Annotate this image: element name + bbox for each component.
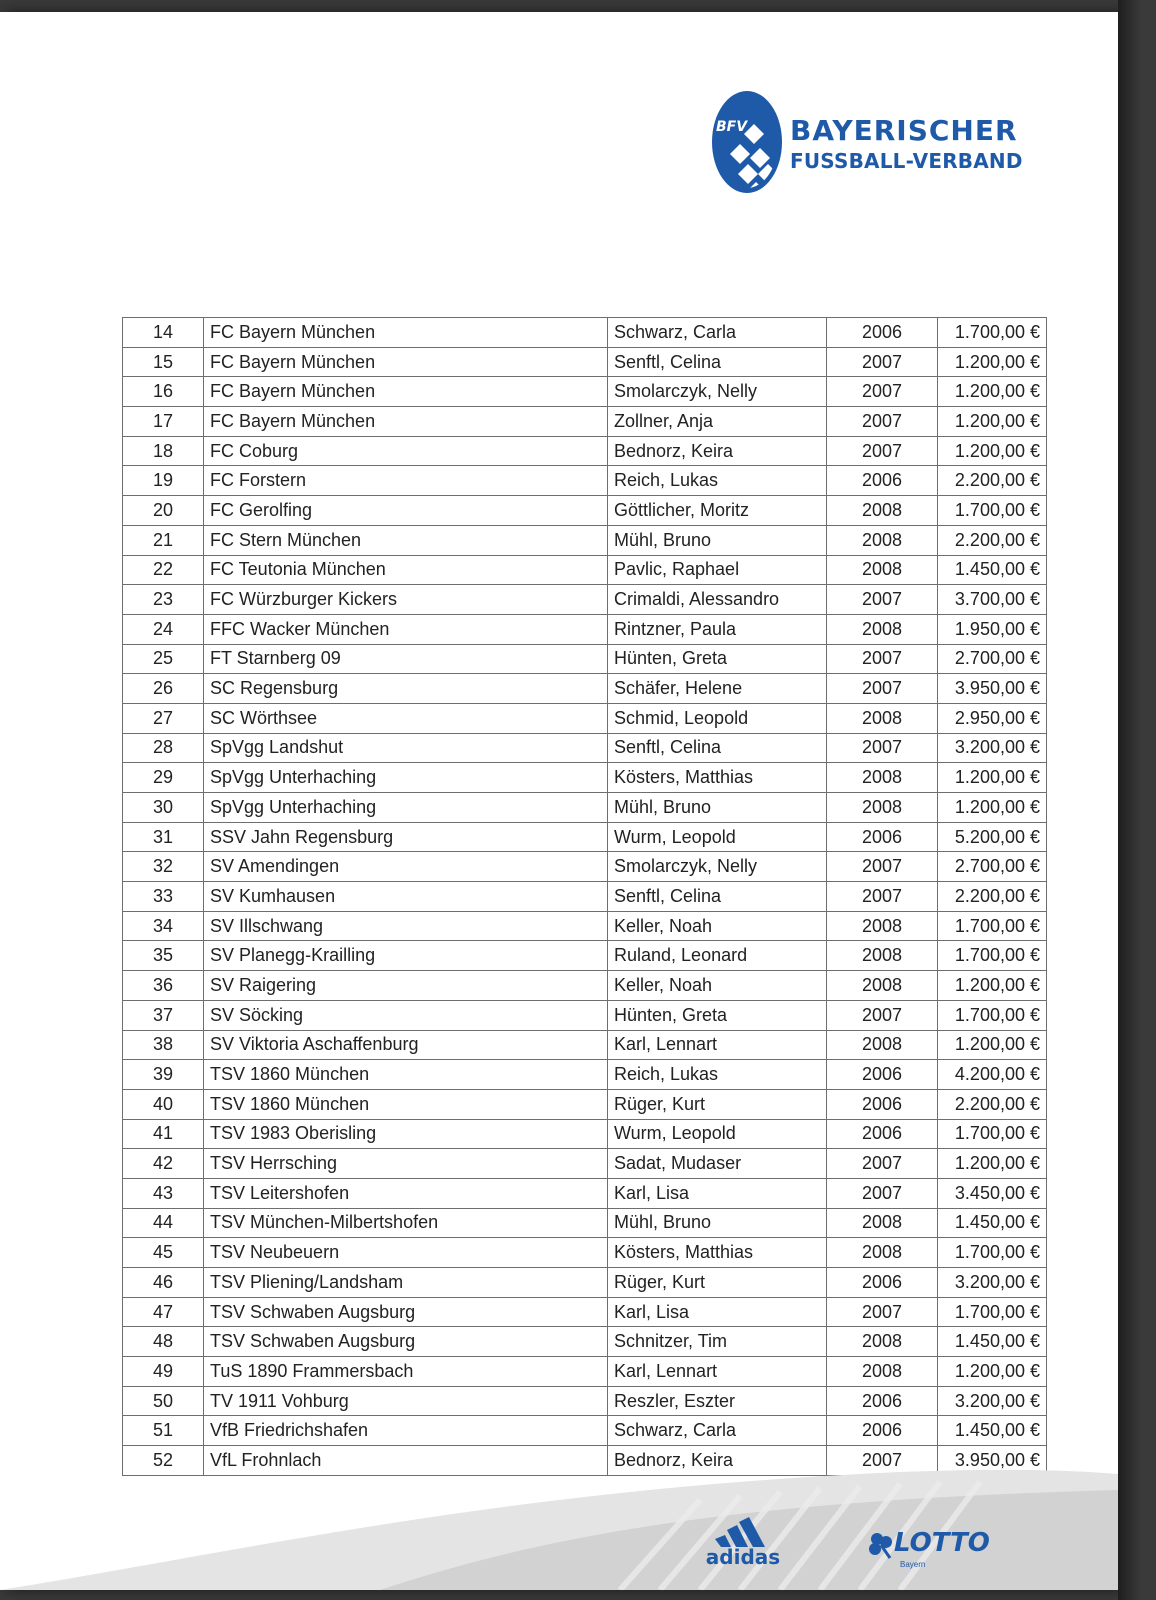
- amount-cell: 1.450,00 €: [938, 1327, 1047, 1357]
- club-name-cell: SV Kumhausen: [204, 882, 608, 912]
- club-name-cell: SV Raigering: [204, 971, 608, 1001]
- table-row: [123, 1149, 1047, 1179]
- club-name-cell: FC Stern München: [204, 525, 608, 555]
- bfv-emblem-text: BFV: [716, 119, 748, 135]
- birth-year-cell: 2007: [827, 1000, 938, 1030]
- club-name-cell: SV Viktoria Aschaffenburg: [204, 1030, 608, 1060]
- player-name-cell: Senftl, Celina: [608, 347, 827, 377]
- amount-cell: 3.450,00 €: [938, 1178, 1047, 1208]
- club-name-cell: TSV Neubeuern: [204, 1238, 608, 1268]
- player-name-cell: Zollner, Anja: [608, 407, 827, 437]
- table-row: [123, 1327, 1047, 1357]
- row-number-cell: 37: [123, 1000, 204, 1030]
- birth-year-cell: 2008: [827, 971, 938, 1001]
- table-row: [123, 347, 1047, 377]
- amount-cell: 1.700,00 €: [938, 1238, 1047, 1268]
- amount-cell: 2.700,00 €: [938, 644, 1047, 674]
- birth-year-cell: 2007: [827, 436, 938, 466]
- birth-year-cell: 2007: [827, 1446, 938, 1476]
- amount-cell: 1.950,00 €: [938, 614, 1047, 644]
- player-name-cell: Sadat, Mudaser: [608, 1149, 827, 1179]
- club-name-cell: FFC Wacker München: [204, 614, 608, 644]
- club-name-cell: SpVgg Unterhaching: [204, 763, 608, 793]
- amount-cell: 2.200,00 €: [938, 525, 1047, 555]
- table-row: [123, 1357, 1047, 1387]
- row-number-cell: 44: [123, 1208, 204, 1238]
- birth-year-cell: 2006: [827, 822, 938, 852]
- amount-cell: 1.200,00 €: [938, 763, 1047, 793]
- row-number-cell: 21: [123, 525, 204, 555]
- bfv-emblem-icon: [710, 86, 784, 198]
- club-name-cell: TSV 1983 Oberisling: [204, 1119, 608, 1149]
- player-name-cell: Mühl, Bruno: [608, 525, 827, 555]
- player-name-cell: Smolarczyk, Nelly: [608, 852, 827, 882]
- club-name-cell: TSV Pliening/Landsham: [204, 1268, 608, 1298]
- club-name-cell: SV Illschwang: [204, 911, 608, 941]
- amount-cell: 1.200,00 €: [938, 436, 1047, 466]
- row-number-cell: 40: [123, 1089, 204, 1119]
- player-name-cell: Rintzner, Paula: [608, 614, 827, 644]
- club-name-cell: SC Regensburg: [204, 674, 608, 704]
- table-row: [123, 1178, 1047, 1208]
- club-name-cell: VfB Friedrichshafen: [204, 1416, 608, 1446]
- amount-cell: 3.200,00 €: [938, 1268, 1047, 1298]
- player-name-cell: Kösters, Matthias: [608, 1238, 827, 1268]
- club-name-cell: VfL Frohnlach: [204, 1446, 608, 1476]
- row-number-cell: 35: [123, 941, 204, 971]
- club-name-cell: TSV Herrsching: [204, 1149, 608, 1179]
- document-page: [0, 12, 1118, 1590]
- row-number-cell: 36: [123, 971, 204, 1001]
- sponsor-lotto-text: LOTTO: [894, 1528, 990, 1558]
- row-number-cell: 15: [123, 347, 204, 377]
- amount-cell: 1.450,00 €: [938, 1208, 1047, 1238]
- table-row: [123, 1268, 1047, 1298]
- club-name-cell: FC Coburg: [204, 436, 608, 466]
- club-name-cell: FC Bayern München: [204, 347, 608, 377]
- player-name-cell: Schwarz, Carla: [608, 1416, 827, 1446]
- row-number-cell: 16: [123, 377, 204, 407]
- club-name-cell: TV 1911 Vohburg: [204, 1386, 608, 1416]
- birth-year-cell: 2007: [827, 674, 938, 704]
- page-shadow: [1118, 0, 1156, 1600]
- player-name-cell: Kösters, Matthias: [608, 763, 827, 793]
- table-row: [123, 1386, 1047, 1416]
- birth-year-cell: 2008: [827, 1030, 938, 1060]
- lotto-logo: [866, 1528, 990, 1572]
- birth-year-cell: 2008: [827, 1327, 938, 1357]
- club-name-cell: TuS 1890 Frammersbach: [204, 1357, 608, 1387]
- amount-cell: 1.200,00 €: [938, 793, 1047, 823]
- club-name-cell: SpVgg Unterhaching: [204, 793, 608, 823]
- birth-year-cell: 2008: [827, 793, 938, 823]
- amount-cell: 3.950,00 €: [938, 1446, 1047, 1476]
- table-row: [123, 763, 1047, 793]
- player-name-cell: Karl, Lennart: [608, 1030, 827, 1060]
- club-name-cell: FC Bayern München: [204, 377, 608, 407]
- row-number-cell: 18: [123, 436, 204, 466]
- birth-year-cell: 2008: [827, 703, 938, 733]
- amount-cell: 1.450,00 €: [938, 1416, 1047, 1446]
- player-name-cell: Wurm, Leopold: [608, 822, 827, 852]
- table-row: [123, 882, 1047, 912]
- table-row: [123, 1089, 1047, 1119]
- row-number-cell: 32: [123, 852, 204, 882]
- row-number-cell: 26: [123, 674, 204, 704]
- table-row: [123, 1119, 1047, 1149]
- player-name-cell: Göttlicher, Moritz: [608, 496, 827, 526]
- sponsor-lotto-subtext: Bayern: [900, 1560, 926, 1569]
- player-name-cell: Reszler, Eszter: [608, 1386, 827, 1416]
- logo-line-2: FUSSBALL-VERBAND: [790, 149, 1023, 173]
- club-name-cell: SV Söcking: [204, 1000, 608, 1030]
- amount-cell: 1.200,00 €: [938, 407, 1047, 437]
- table-row: [123, 555, 1047, 585]
- amount-cell: 1.450,00 €: [938, 555, 1047, 585]
- club-name-cell: SV Amendingen: [204, 852, 608, 882]
- club-name-cell: SSV Jahn Regensburg: [204, 822, 608, 852]
- birth-year-cell: 2006: [827, 1119, 938, 1149]
- row-number-cell: 45: [123, 1238, 204, 1268]
- club-name-cell: FC Teutonia München: [204, 555, 608, 585]
- amount-cell: 5.200,00 €: [938, 822, 1047, 852]
- player-name-cell: Rüger, Kurt: [608, 1089, 827, 1119]
- table-row: [123, 1000, 1047, 1030]
- birth-year-cell: 2008: [827, 1208, 938, 1238]
- amount-cell: 1.200,00 €: [938, 1149, 1047, 1179]
- amount-cell: 1.700,00 €: [938, 318, 1047, 348]
- club-name-cell: TSV 1860 München: [204, 1089, 608, 1119]
- player-name-cell: Schnitzer, Tim: [608, 1327, 827, 1357]
- row-number-cell: 25: [123, 644, 204, 674]
- table-row: [123, 941, 1047, 971]
- table-row: [123, 466, 1047, 496]
- table-row: [123, 436, 1047, 466]
- amount-cell: 1.700,00 €: [938, 941, 1047, 971]
- adidas-stripes-icon: [703, 1517, 783, 1547]
- club-name-cell: TSV Leitershofen: [204, 1178, 608, 1208]
- table-row: [123, 971, 1047, 1001]
- table-row: [123, 1060, 1047, 1090]
- player-name-cell: Reich, Lukas: [608, 1060, 827, 1090]
- amount-cell: 1.200,00 €: [938, 347, 1047, 377]
- row-number-cell: 38: [123, 1030, 204, 1060]
- table-row: [123, 674, 1047, 704]
- club-name-cell: FC Bayern München: [204, 318, 608, 348]
- player-name-cell: Schwarz, Carla: [608, 318, 827, 348]
- player-name-cell: Hünten, Greta: [608, 644, 827, 674]
- amount-cell: 4.200,00 €: [938, 1060, 1047, 1090]
- table-row: [123, 585, 1047, 615]
- row-number-cell: 17: [123, 407, 204, 437]
- club-name-cell: TSV Schwaben Augsburg: [204, 1297, 608, 1327]
- amount-cell: 2.200,00 €: [938, 882, 1047, 912]
- amount-cell: 3.700,00 €: [938, 585, 1047, 615]
- birth-year-cell: 2006: [827, 1268, 938, 1298]
- club-name-cell: FC Gerolfing: [204, 496, 608, 526]
- player-name-cell: Pavlic, Raphael: [608, 555, 827, 585]
- birth-year-cell: 2008: [827, 614, 938, 644]
- roster-table-body: [123, 318, 1047, 1476]
- player-name-cell: Karl, Lisa: [608, 1297, 827, 1327]
- player-name-cell: Schäfer, Helene: [608, 674, 827, 704]
- club-name-cell: TSV Schwaben Augsburg: [204, 1327, 608, 1357]
- birth-year-cell: 2007: [827, 585, 938, 615]
- row-number-cell: 39: [123, 1060, 204, 1090]
- row-number-cell: 23: [123, 585, 204, 615]
- table-row: [123, 1416, 1047, 1446]
- row-number-cell: 42: [123, 1149, 204, 1179]
- club-name-cell: FC Bayern München: [204, 407, 608, 437]
- table-row: [123, 733, 1047, 763]
- table-row: [123, 525, 1047, 555]
- amount-cell: 1.200,00 €: [938, 377, 1047, 407]
- birth-year-cell: 2008: [827, 1357, 938, 1387]
- amount-cell: 1.700,00 €: [938, 911, 1047, 941]
- player-name-cell: Keller, Noah: [608, 911, 827, 941]
- player-name-cell: Keller, Noah: [608, 971, 827, 1001]
- row-number-cell: 46: [123, 1268, 204, 1298]
- club-name-cell: FT Starnberg 09: [204, 644, 608, 674]
- birth-year-cell: 2007: [827, 852, 938, 882]
- birth-year-cell: 2007: [827, 644, 938, 674]
- row-number-cell: 24: [123, 614, 204, 644]
- bfv-logo: [710, 86, 1050, 198]
- row-number-cell: 27: [123, 703, 204, 733]
- player-name-cell: Karl, Lisa: [608, 1178, 827, 1208]
- player-name-cell: Smolarczyk, Nelly: [608, 377, 827, 407]
- player-name-cell: Mühl, Bruno: [608, 793, 827, 823]
- amount-cell: 1.700,00 €: [938, 1000, 1047, 1030]
- player-name-cell: Mühl, Bruno: [608, 1208, 827, 1238]
- amount-cell: 2.200,00 €: [938, 466, 1047, 496]
- birth-year-cell: 2007: [827, 733, 938, 763]
- birth-year-cell: 2007: [827, 1297, 938, 1327]
- row-number-cell: 29: [123, 763, 204, 793]
- sponsor-adidas-text: adidas: [705, 1545, 781, 1569]
- birth-year-cell: 2007: [827, 882, 938, 912]
- birth-year-cell: 2006: [827, 1089, 938, 1119]
- amount-cell: 3.200,00 €: [938, 1386, 1047, 1416]
- clover-icon: [866, 1530, 896, 1560]
- table-row: [123, 822, 1047, 852]
- row-number-cell: 28: [123, 733, 204, 763]
- table-row: [123, 1208, 1047, 1238]
- birth-year-cell: 2006: [827, 1386, 938, 1416]
- amount-cell: 1.700,00 €: [938, 1119, 1047, 1149]
- table-row: [123, 496, 1047, 526]
- birth-year-cell: 2006: [827, 466, 938, 496]
- amount-cell: 2.200,00 €: [938, 1089, 1047, 1119]
- table-row: [123, 1238, 1047, 1268]
- player-name-cell: Bednorz, Keira: [608, 436, 827, 466]
- table-row: [123, 644, 1047, 674]
- table-row: [123, 318, 1047, 348]
- player-name-cell: Senftl, Celina: [608, 882, 827, 912]
- birth-year-cell: 2008: [827, 496, 938, 526]
- logo-line-1: BAYERISCHER: [790, 114, 1018, 147]
- player-name-cell: Hünten, Greta: [608, 1000, 827, 1030]
- birth-year-cell: 2008: [827, 911, 938, 941]
- club-name-cell: FC Würzburger Kickers: [204, 585, 608, 615]
- club-name-cell: SV Planegg-Krailling: [204, 941, 608, 971]
- player-name-cell: Senftl, Celina: [608, 733, 827, 763]
- row-number-cell: 30: [123, 793, 204, 823]
- table-row: [123, 793, 1047, 823]
- row-number-cell: 50: [123, 1386, 204, 1416]
- amount-cell: 1.700,00 €: [938, 1297, 1047, 1327]
- player-name-cell: Bednorz, Keira: [608, 1446, 827, 1476]
- birth-year-cell: 2006: [827, 1060, 938, 1090]
- club-name-cell: FC Forstern: [204, 466, 608, 496]
- table-row: [123, 377, 1047, 407]
- row-number-cell: 49: [123, 1357, 204, 1387]
- row-number-cell: 52: [123, 1446, 204, 1476]
- birth-year-cell: 2008: [827, 525, 938, 555]
- player-name-cell: Rüger, Kurt: [608, 1268, 827, 1298]
- player-name-cell: Karl, Lennart: [608, 1357, 827, 1387]
- amount-cell: 2.950,00 €: [938, 703, 1047, 733]
- row-number-cell: 22: [123, 555, 204, 585]
- birth-year-cell: 2008: [827, 941, 938, 971]
- table-row: [123, 407, 1047, 437]
- amount-cell: 3.200,00 €: [938, 733, 1047, 763]
- birth-year-cell: 2006: [827, 1416, 938, 1446]
- row-number-cell: 43: [123, 1178, 204, 1208]
- club-name-cell: SC Wörthsee: [204, 703, 608, 733]
- birth-year-cell: 2007: [827, 377, 938, 407]
- amount-cell: 1.200,00 €: [938, 971, 1047, 1001]
- row-number-cell: 41: [123, 1119, 204, 1149]
- amount-cell: 2.700,00 €: [938, 852, 1047, 882]
- birth-year-cell: 2008: [827, 763, 938, 793]
- player-name-cell: Ruland, Leonard: [608, 941, 827, 971]
- player-name-cell: Wurm, Leopold: [608, 1119, 827, 1149]
- table-row: [123, 1030, 1047, 1060]
- amount-cell: 1.200,00 €: [938, 1357, 1047, 1387]
- birth-year-cell: 2007: [827, 407, 938, 437]
- amount-cell: 1.700,00 €: [938, 496, 1047, 526]
- club-name-cell: TSV 1860 München: [204, 1060, 608, 1090]
- row-number-cell: 19: [123, 466, 204, 496]
- amount-cell: 3.950,00 €: [938, 674, 1047, 704]
- birth-year-cell: 2007: [827, 1178, 938, 1208]
- birth-year-cell: 2006: [827, 318, 938, 348]
- table-row: [123, 852, 1047, 882]
- birth-year-cell: 2008: [827, 1238, 938, 1268]
- row-number-cell: 20: [123, 496, 204, 526]
- amount-cell: 1.200,00 €: [938, 1030, 1047, 1060]
- row-number-cell: 48: [123, 1327, 204, 1357]
- birth-year-cell: 2008: [827, 555, 938, 585]
- row-number-cell: 33: [123, 882, 204, 912]
- club-name-cell: SpVgg Landshut: [204, 733, 608, 763]
- table-row: [123, 703, 1047, 733]
- table-row: [123, 614, 1047, 644]
- table-row: [123, 1297, 1047, 1327]
- row-number-cell: 47: [123, 1297, 204, 1327]
- player-name-cell: Crimaldi, Alessandro: [608, 585, 827, 615]
- club-name-cell: TSV München-Milbertshofen: [204, 1208, 608, 1238]
- row-number-cell: 14: [123, 318, 204, 348]
- player-name-cell: Schmid, Leopold: [608, 703, 827, 733]
- player-name-cell: Reich, Lukas: [608, 466, 827, 496]
- adidas-logo: [703, 1517, 783, 1569]
- birth-year-cell: 2007: [827, 347, 938, 377]
- table-row: [123, 911, 1047, 941]
- row-number-cell: 31: [123, 822, 204, 852]
- roster-table: [122, 317, 1047, 1476]
- row-number-cell: 51: [123, 1416, 204, 1446]
- birth-year-cell: 2007: [827, 1149, 938, 1179]
- row-number-cell: 34: [123, 911, 204, 941]
